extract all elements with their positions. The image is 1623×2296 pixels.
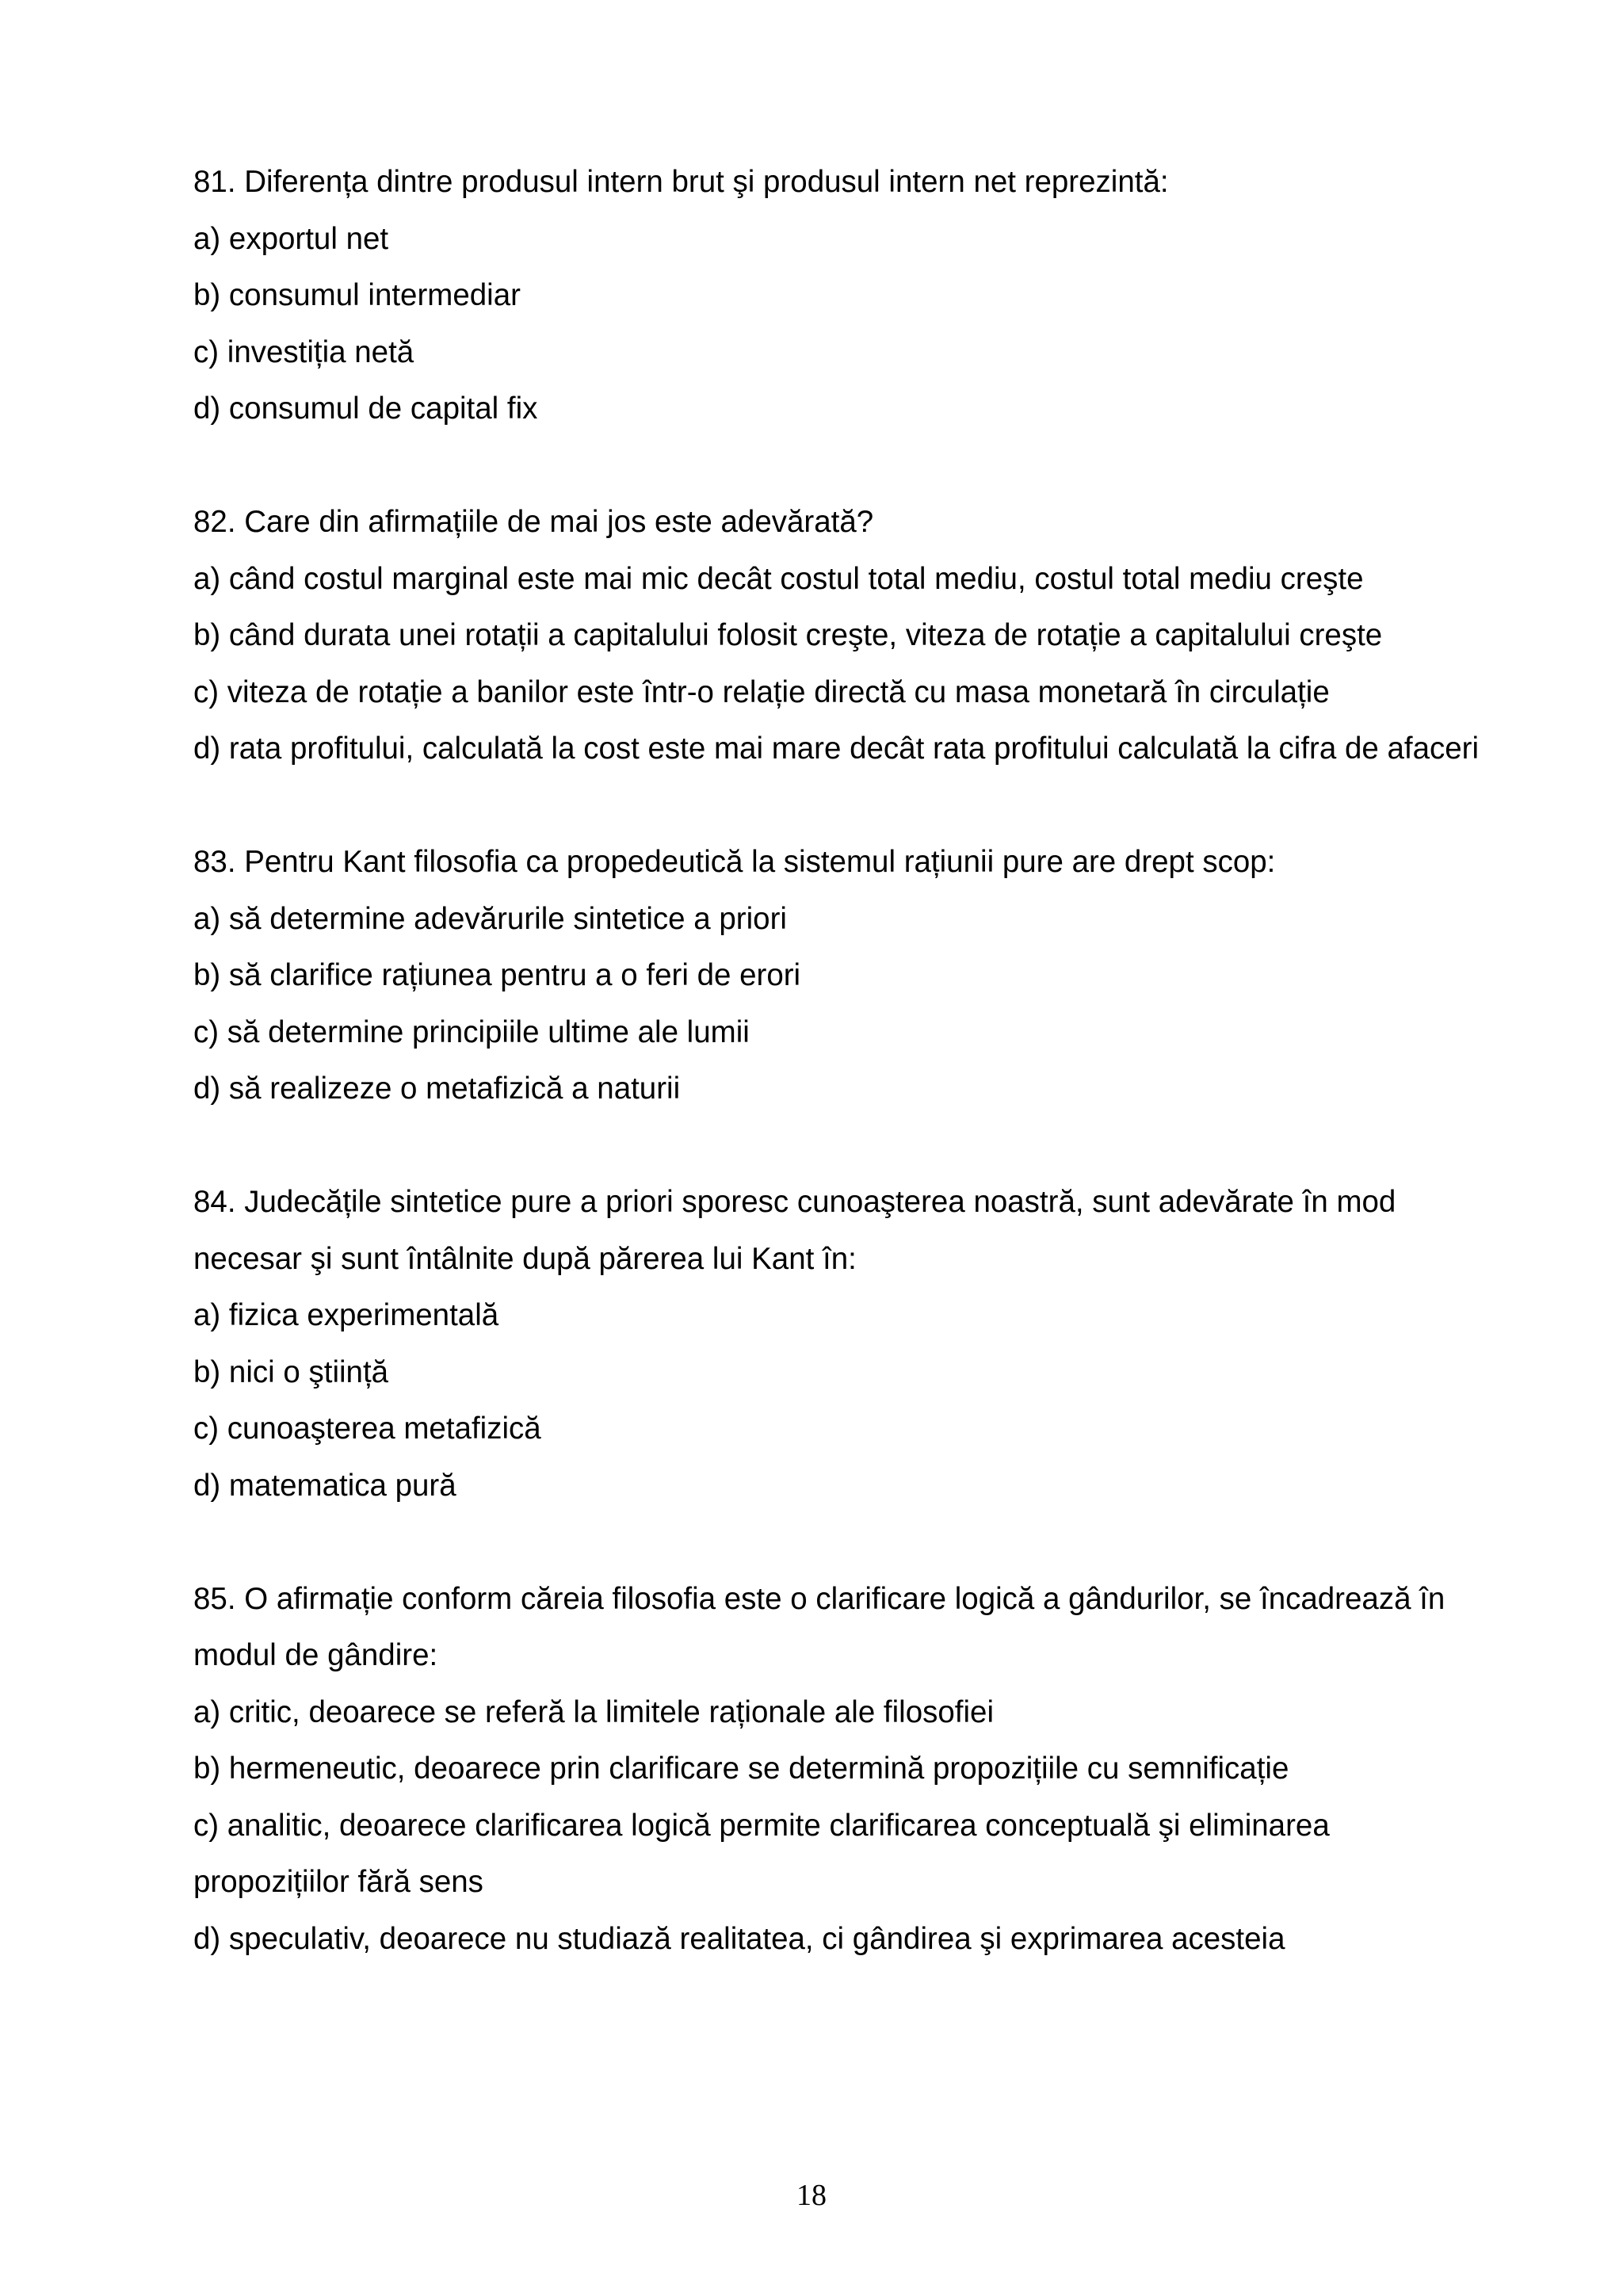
answer-option-b: b) nici o ştiință (193, 1354, 389, 1389)
question-81 (193, 154, 1493, 437)
answer-option-b: b) hermeneutic, deoarece prin clarificare se determină propozițiile cu semnificație (193, 1752, 1289, 1786)
question-83 (193, 834, 1493, 1117)
page-number: 18 (796, 2179, 827, 2212)
answer-option-b: b) când durata unei rotații a capitalului folosit creşte, viteza de rotație a capitalului creşte (193, 618, 1383, 652)
answer-option-a: a) critic, deoarece se referă la limitele raționale ale filosofiei (193, 1694, 995, 1729)
question-82 (193, 494, 1493, 777)
answer-option-d: d) rata profitului, calculată la cost este mai mare decât rata profitului calculată la cifra de afaceri (193, 732, 1480, 766)
answer-option-c: c) să determine principiile ultime ale lumii (193, 1014, 750, 1049)
answer-option-d: d) să realizeze o metafizică a naturii (193, 1072, 681, 1106)
answer-option-c: c) investiția netă (193, 334, 414, 369)
answer-option-a: a) să determine adevărurile sintetice a priori (193, 901, 787, 936)
answer-option-c: c) cunoaşterea metafizică (193, 1412, 541, 1446)
answer-option-d: d) speculativ, deoarece nu studiază realitatea, ci gândirea şi exprimarea acesteia (193, 1921, 1285, 1956)
question-stem: 81. Diferența dintre produsul intern brut şi produsul intern net reprezintă: (193, 165, 1169, 199)
question-stem: 82. Care din afirmațiile de mai jos este adevărată? (193, 505, 874, 539)
answer-option-d: d) consumul de capital fix (193, 392, 538, 426)
answer-option-c: c) analitic, deoarece clarificarea logică permite clarificarea conceptuală şi eliminarea propozițiilor fără sens (193, 1808, 1330, 1899)
answer-option-a: a) fizica experimentală (193, 1298, 499, 1332)
answer-option-c: c) viteza de rotație a banilor este într-o relație directă cu masa monetară în circulație (193, 674, 1330, 709)
question-stem: 84. Judecățile sintetice pure a priori sporesc cunoaşterea noastră, sunt adevărate în mod necesar şi sunt întâlnite după părerea lui Kant în: (193, 1185, 1396, 1276)
answer-option-b: b) consumul intermediar (193, 278, 521, 312)
question-stem: 83. Pentru Kant filosofia ca propedeutică la sistemul rațiunii pure are drept scop: (193, 845, 1276, 879)
question-84 (193, 1174, 1493, 1514)
question-list (193, 154, 1493, 2024)
answer-option-b: b) să clarifice rațiunea pentru a o feri de erori (193, 958, 801, 992)
answer-option-a: a) când costul marginal este mai mic decât costul total mediu, costul total mediu creşte (193, 561, 1364, 596)
answer-option-d: d) matematica pură (193, 1468, 456, 1503)
question-85 (193, 1571, 1493, 1968)
question-stem: 85. O afirmație conform căreia filosofia este o clarificare logică a gândurilor, se încadrează în modul de gândire: (193, 1581, 1445, 1672)
answer-option-a: a) exportul net (193, 221, 389, 256)
